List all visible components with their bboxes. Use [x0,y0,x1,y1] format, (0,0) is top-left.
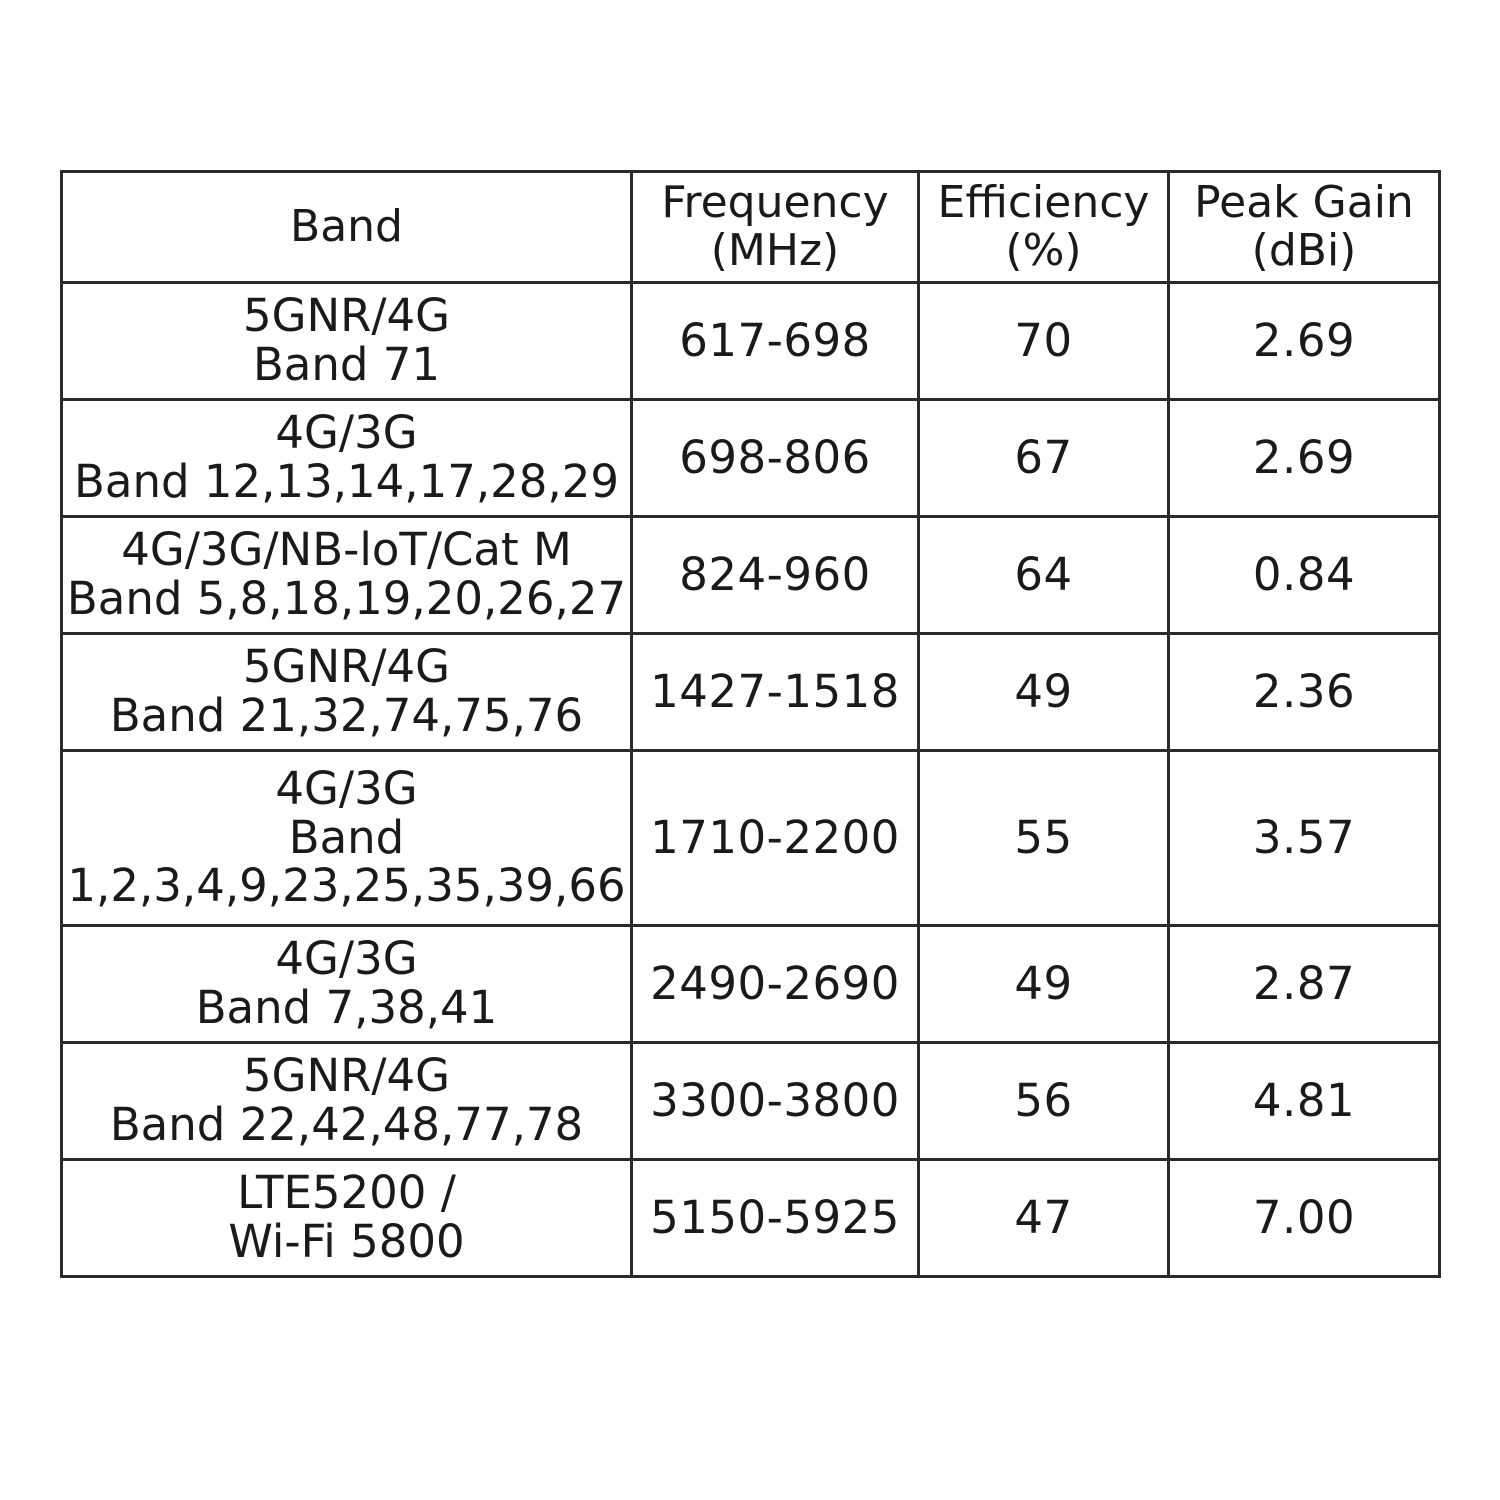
band-numbers: Band 7,38,41 [195,981,498,1034]
efficiency-cell: 49 [919,634,1169,751]
header-peak-gain-unit: (dBi) [1251,225,1357,276]
header-row [62,172,1440,283]
peak-gain-cell: 2.87 [1169,926,1440,1043]
band-technology: 4G/3G [275,932,418,986]
frequency-cell: 1710-2200 [632,751,919,926]
band-technology: 5GNR/4G [242,640,451,694]
band-cell [62,283,632,400]
table-row [62,634,1440,751]
frequency-cell: 5150-5925 [632,1160,919,1277]
antenna-spec-table [60,170,1441,1278]
band-cell [62,517,632,634]
frequency-cell: 698-806 [632,400,919,517]
band-technology: 4G/3G [275,406,418,460]
band-cell [62,751,632,926]
frequency-cell: 824-960 [632,517,919,634]
efficiency-cell: 70 [919,283,1169,400]
band-numbers: Wi-Fi 5800 [228,1215,465,1268]
band-technology: 5GNR/4G [242,1049,451,1103]
band-technology: 4G/3G [275,762,418,816]
peak-gain-cell: 2.69 [1169,283,1440,400]
band-cell [62,1160,632,1277]
band-technology: LTE5200 / [237,1166,456,1220]
frequency-cell: 617-698 [632,283,919,400]
header-frequency-label: Frequency [661,177,889,229]
peak-gain-cell: 2.69 [1169,400,1440,517]
table-row [62,751,1440,926]
band-label: Band [288,810,405,864]
band-numbers: Band 22,42,48,77,78 [109,1098,584,1151]
band-technology: 5GNR/4G [242,289,451,343]
header-efficiency-unit: (%) [1005,225,1082,276]
band-numbers: Band 21,32,74,75,76 [109,689,584,742]
header-band [62,172,632,283]
band-cell [62,400,632,517]
table-body [62,283,1440,1277]
band-numbers: 1,2,3,4,9,23,25,35,39,66 [67,859,626,913]
band-numbers: Band 71 [252,338,441,391]
efficiency-cell: 56 [919,1043,1169,1160]
header-frequency [632,172,919,283]
band-technology: 4G/3G/NB-loT/Cat M [121,523,572,577]
header-frequency-unit: (MHz) [710,225,840,276]
table-row [62,400,1440,517]
header-efficiency [919,172,1169,283]
peak-gain-cell: 7.00 [1169,1160,1440,1277]
efficiency-cell: 55 [919,751,1169,926]
table-header [62,172,1440,283]
efficiency-cell: 47 [919,1160,1169,1277]
efficiency-cell: 49 [919,926,1169,1043]
header-peak-gain [1169,172,1440,283]
band-numbers: Band 5,8,18,19,20,26,27 [66,572,627,625]
efficiency-cell: 64 [919,517,1169,634]
header-efficiency-label: Efficiency [937,177,1150,229]
header-band-label: Band [290,201,403,253]
table-row [62,1160,1440,1277]
peak-gain-cell: 3.57 [1169,751,1440,926]
table-row [62,517,1440,634]
frequency-cell: 2490-2690 [632,926,919,1043]
peak-gain-cell: 4.81 [1169,1043,1440,1160]
frequency-cell: 1427-1518 [632,634,919,751]
table-row [62,1043,1440,1160]
band-numbers: Band 12,13,14,17,28,29 [74,455,619,508]
band-cell [62,926,632,1043]
table-row [62,283,1440,400]
band-cell [62,1043,632,1160]
header-peak-gain-label: Peak Gain [1194,177,1414,229]
efficiency-cell: 67 [919,400,1169,517]
frequency-cell: 3300-3800 [632,1043,919,1160]
peak-gain-cell: 0.84 [1169,517,1440,634]
table-row [62,926,1440,1043]
band-cell [62,634,632,751]
peak-gain-cell: 2.36 [1169,634,1440,751]
